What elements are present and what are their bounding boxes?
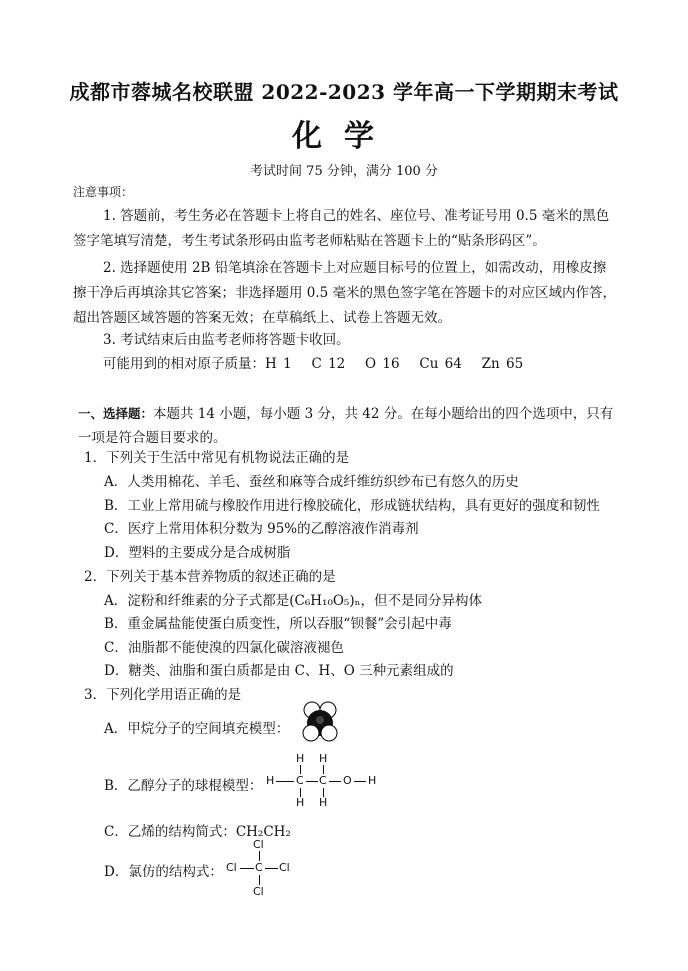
ethanol-structure	[264, 752, 384, 810]
note-item-1: 1. 答题前，考生务必在答题卡上将自己的姓名、座位号、准考证号用 0.5 毫米的黑色签字笔填写清楚，考生考试条形码由监考老师粘贴在答题卡上的“贴条形码区”。	[73, 208, 610, 249]
atom-cl: Cl	[226, 861, 237, 874]
question-3-option-d: D．氯仿的结构式：	[104, 864, 223, 880]
question-2-option-c: C．油脂都不能使溴的四氯化碳溶液褪色	[104, 640, 344, 656]
question-3-option-c: C．乙烯的结构简式：CH₂CH₂	[104, 824, 291, 840]
atom-cl: Cl	[279, 861, 290, 874]
exam-time: 考试时间 75 分钟，满分 100 分	[250, 164, 438, 179]
atom-h: H	[296, 796, 305, 809]
question-1-option-c: C．医疗上常用体积分数为 95%的乙醇溶液作消毒剂	[104, 521, 419, 537]
bond	[323, 765, 324, 774]
atom-cl: Cl	[253, 838, 264, 851]
notes-heading: 注意事项：	[73, 185, 134, 199]
note-item-2: 2. 选择题使用 2B 铅笔填涂在答题卡上对应题目标号的位置上，如需改动，用橡皮擦擦干净后再填涂其它答案；非选择题用 0.5 毫米的黑色签字笔在答题卡的对应区域内作答，超出答题区域答题的答案无效；在草稿纸上、试卷上答题无效。	[73, 260, 617, 326]
exam-title: 成都市蓉城名校联盟 2022-2023 学年高一下学期期末考试	[69, 80, 619, 104]
question-1-option-b: B．工业上常用硫与橡胶作用进行橡胶硫化，形成链状结构，具有更好的强度和韧性	[104, 498, 600, 514]
section-1-head: 一、选择题：	[78, 406, 154, 421]
question-1-stem: 1．下列关于生活中常见有机物说法正确的是	[84, 450, 350, 466]
atom-h: H	[296, 752, 305, 765]
question-2-option-d: D．糖类、油脂和蛋白质都是由 C、H、O 三种元素组成的	[104, 663, 454, 679]
atomic-masses: 可能用到的相对原子质量：H 1 C 12 O 16 Cu 64 Zn 65	[103, 356, 524, 372]
methane-space-filling-model	[300, 700, 340, 744]
atom-h: H	[319, 752, 328, 765]
atom-cl: Cl	[253, 885, 264, 898]
atom-c: C	[255, 861, 263, 874]
question-3-stem: 3．下列化学用语正确的是	[84, 687, 242, 703]
bond	[276, 781, 294, 782]
question-2-stem: 2．下列关于基本营养物质的叙述正确的是	[84, 569, 336, 585]
bond	[259, 851, 260, 861]
atom-h: H	[368, 774, 377, 787]
bond	[354, 781, 366, 782]
atom-c: C	[296, 774, 304, 787]
bond	[306, 781, 318, 782]
question-3-option-b: B．乙醇分子的球棍模型：	[104, 778, 263, 794]
bond	[329, 781, 341, 782]
atom-c: C	[319, 774, 327, 787]
question-2-option-a: A．淀粉和纤维素的分子式都是(C₆H₁₀O₅)ₙ，但不是同分异构体	[104, 593, 482, 609]
question-2-option-b: B．重金属盐能使蛋白质变性，所以吞服“钡餐”会引起中毒	[104, 616, 452, 632]
bond	[240, 868, 254, 869]
bond	[259, 875, 260, 885]
atom-h: H	[266, 774, 275, 787]
question-1-option-d: D．塑料的主要成分是合成树脂	[104, 545, 291, 561]
atom-o: O	[343, 774, 352, 787]
question-3-option-a: A．甲烷分子的空间填充模型：	[104, 721, 290, 737]
question-1-option-a: A．人类用棉花、羊毛、蚕丝和麻等合成纤维纺织纱布已有悠久的历史	[104, 474, 519, 490]
section-1-desc: 本题共 14 小题，每小题 3 分，共 42 分。在每小题给出的四个选项中，只有一项是符合题目要求的。	[78, 406, 614, 446]
atom-h: H	[319, 796, 328, 809]
chloroform-structure	[226, 838, 306, 900]
section-1-instructions	[78, 402, 618, 450]
bond	[300, 765, 301, 774]
subject-title: 化学	[292, 119, 396, 154]
note-item-3: 3. 考试结束后由监考老师将答题卡收回。	[103, 332, 350, 348]
bond	[265, 868, 278, 869]
